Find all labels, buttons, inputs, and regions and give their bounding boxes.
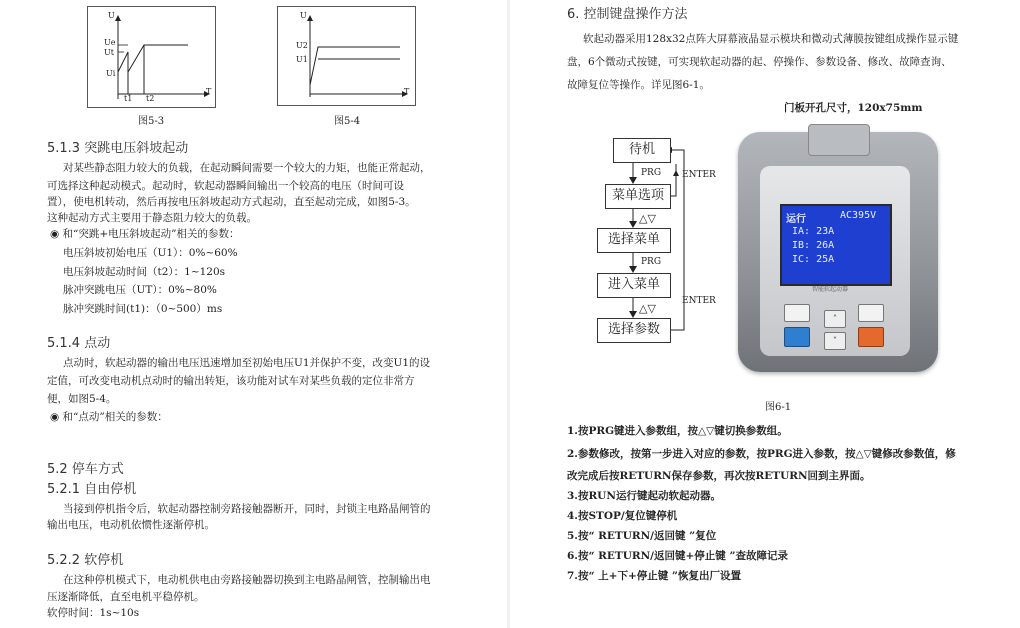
step-3: 3.按RUN运行键起动软起动器。	[567, 490, 721, 502]
heading-5-1-3: 5.1.3 突跳电压斜坡起动	[47, 141, 189, 156]
s513-param-3: 脉冲突跳电压（UT）：0%~80%	[63, 284, 217, 296]
left-page	[0, 0, 508, 628]
s513-param-4: 脉冲突跳时间(t1)：（0~500）ms	[63, 303, 223, 315]
figure-5-3-graph	[87, 6, 216, 108]
return-button[interactable]	[784, 327, 810, 347]
flow-label-enter-2: ENTER	[682, 296, 716, 306]
flow-label-enter-1: ENTER	[682, 170, 716, 180]
step-1: 1.按PRG键进入参数组，按△▽键切换参数组。	[567, 425, 788, 437]
step-5: 5.按“ RETURN/返回键 ”复位	[567, 530, 717, 542]
fig3-axis-u: U	[108, 11, 115, 20]
lcd-voltage-text: AC395V	[840, 210, 877, 221]
step-2-line-2: 改完成后按RETURN保存参数，再次按RETURN回到主界面。	[567, 470, 871, 482]
lcd-status-text: 运行	[786, 214, 806, 225]
device-lcd-screen	[780, 204, 892, 286]
lcd-current-b: IB: 26A	[792, 240, 835, 251]
flow-box-menu-options: 菜单选项	[605, 184, 671, 209]
s513-param-2: 电压斜坡起动时间（t2）：1~120s	[63, 266, 226, 278]
s513-param-1: 电压斜坡初始电压（U1）：0%~60%	[63, 247, 238, 259]
down-arrow-icon: ˅	[833, 336, 837, 345]
soft-starter-device	[738, 124, 938, 374]
s513-paragraph-line-2: 可选择这种起动模式。起动时，软起动器瞬间输出一个较高的电压（时间可设	[47, 180, 404, 192]
fig3-label-ui: Ui	[106, 69, 116, 78]
s522-paragraph-line-2: 压逐渐降低，直至电机平稳停机。	[47, 591, 205, 603]
flow-box-enter-menu: 进入菜单	[597, 273, 671, 298]
right-page	[510, 0, 1020, 628]
stop-button[interactable]	[858, 304, 884, 322]
lcd-current-c: IC: 25A	[792, 254, 835, 265]
figure-5-3-caption: 图5-3	[138, 116, 165, 127]
flow-label-updown-2: △▽	[639, 302, 656, 315]
down-button[interactable]	[824, 332, 846, 350]
s6-paragraph-line-1: 软起动器采用128x32点阵大屏幕液晶显示模块和微动式薄膜按键组成操作显示键	[583, 33, 959, 45]
heading-5-2-2: 5.2.2 软停机	[47, 553, 124, 568]
heading-5-2: 5.2 停车方式	[47, 462, 124, 477]
s513-paragraph-line-1: 对某些静态阻力较大的负载，在起动瞬间需要一个较大的力矩，也能正常起动，	[63, 162, 431, 174]
prg-button[interactable]	[858, 327, 884, 347]
figure-5-3-svg	[88, 7, 215, 107]
flow-box-standby: 待机	[613, 138, 671, 163]
fig4-axis-t: T	[404, 87, 410, 96]
fig3-axis-t: T	[206, 87, 212, 96]
s514-paragraph-line-1: 点动时，软起动器的输出电压迅速增加至初始电压U1并保护不变，改变U1的设	[63, 357, 431, 369]
s513-paragraph-line-4: 这种起动方式主要用于静态阻力较大的负载。	[47, 212, 257, 224]
step-2-line-1: 2.参数修改，按第一步进入对应的参数，按PRG进入参数，按△▽键修改参数值，修	[567, 448, 956, 460]
s513-params-bullet: ◉ 和“突跳+电压斜坡起动”相关的参数：	[50, 228, 240, 240]
s522-paragraph-line-3: 软停时间：1s~10s	[47, 607, 140, 619]
device-top-clip	[808, 124, 870, 156]
s521-paragraph-line-1: 当接到停机指令后，软起动器控制旁路接触器断开，同时，封锁主电路晶闸管的	[63, 503, 431, 515]
s6-paragraph-line-2: 盘，6个微动式按键，可实现软起动器的起、停操作、参数设备、修改、故障查询、	[567, 56, 952, 68]
lcd-current-a: IA: 23A	[792, 226, 835, 237]
fig3-label-t1: t1	[124, 94, 133, 103]
run-button[interactable]	[784, 304, 810, 322]
menu-flowchart	[596, 136, 736, 346]
fig3-label-t2: t2	[146, 94, 155, 103]
fig3-label-ut: Ut	[104, 48, 114, 57]
s521-paragraph-line-2: 输出电压，电动机依惯性逐渐停机。	[47, 519, 215, 531]
figure-6-1-caption: 图6-1	[765, 402, 792, 413]
flow-label-prg-2: PRG	[641, 257, 662, 267]
up-arrow-icon: ˄	[833, 314, 837, 323]
s514-paragraph-line-3: 便，如图5-4。	[47, 393, 117, 405]
fig4-axis-u: U	[300, 11, 307, 20]
step-4: 4.按STOP/复位键停机	[567, 510, 678, 522]
figure-5-4-caption: 图5-4	[334, 116, 361, 127]
s522-paragraph-line-1: 在这种停机模式下，电动机供电由旁路接触器切换到主电路晶闸管，控制输出电	[63, 574, 431, 586]
flow-label-updown-1: △▽	[639, 212, 656, 225]
heading-6: 6. 控制键盘操作方法	[567, 7, 688, 22]
device-brand-label: 智能软起动器	[812, 286, 849, 293]
figure-5-4-graph	[277, 6, 416, 106]
fig4-label-u1: U1	[296, 55, 308, 64]
step-7: 7.按“ 上+下+停止键 ”恢复出厂设置	[567, 570, 741, 582]
s514-params-bullet: ◉ 和“点动”相关的参数：	[50, 411, 168, 423]
fig4-label-u2: U2	[296, 41, 308, 50]
flow-box-select-param: 选择参数	[597, 318, 671, 343]
cutout-size-label: 门板开孔尺寸，120x75mm	[784, 102, 923, 114]
flow-label-prg-1: PRG	[641, 168, 662, 178]
flow-box-select-menu: 选择菜单	[597, 228, 671, 253]
heading-5-2-1: 5.2.1 自由停机	[47, 482, 137, 497]
heading-5-1-4: 5.1.4 点动	[47, 336, 111, 351]
s6-paragraph-line-3: 故障复位等操作。详见图6-1。	[567, 79, 710, 91]
step-6: 6.按“ RETURN/返回键+停止键 ”查故障记录	[567, 550, 789, 562]
fig3-label-ue: Ue	[104, 38, 116, 47]
s514-paragraph-line-2: 定值，可改变电动机点动时的输出转矩，该功能对试车对某些负载的定位非常方	[47, 375, 415, 387]
s513-paragraph-line-3: 置），使电机转动，然后再按电压斜坡起动方式起动，直至起动完成，如图5-3。	[47, 196, 416, 208]
up-button[interactable]	[824, 310, 846, 328]
